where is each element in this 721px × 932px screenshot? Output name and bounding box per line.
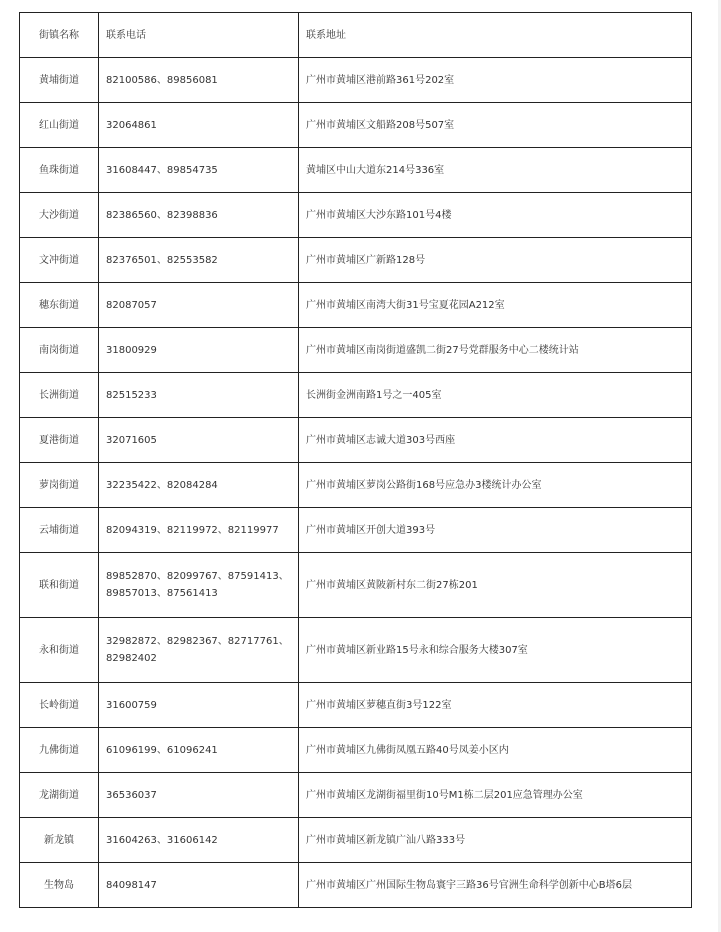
- phone-cell: 89852870、82099767、87591413、89857013、87561413: [99, 553, 299, 618]
- address-cell: 广州市黄埔区萝穗直街3号122室: [299, 683, 692, 728]
- address-cell: 黄埔区中山大道东214号336室: [299, 148, 692, 193]
- table-row: [20, 283, 692, 328]
- district-name-cell: 九佛街道: [20, 728, 99, 773]
- phone-cell: 82386560、82398836: [99, 193, 299, 238]
- phone-cell: 32064861: [99, 103, 299, 148]
- phone-cell: 32982872、82982367、82717761、82982402: [99, 618, 299, 683]
- phone-cell: 84098147: [99, 863, 299, 908]
- phone-cell: 32235422、82084284: [99, 463, 299, 508]
- district-name-cell: 文冲街道: [20, 238, 99, 283]
- address-cell: 广州市黄埔区开创大道393号: [299, 508, 692, 553]
- table-row: [20, 148, 692, 193]
- address-cell: 广州市黄埔区萝岗公路街168号应急办3楼统计办公室: [299, 463, 692, 508]
- address-cell: 广州市黄埔区南湾大街31号宝夏花园A212室: [299, 283, 692, 328]
- phone-cell: 82087057: [99, 283, 299, 328]
- district-name-cell: 夏港街道: [20, 418, 99, 463]
- table-body: [20, 13, 692, 908]
- phone-cell: 82515233: [99, 373, 299, 418]
- address-cell: 广州市黄埔区志诚大道303号西座: [299, 418, 692, 463]
- district-name-cell: 生物岛: [20, 863, 99, 908]
- contact-table: [19, 12, 692, 908]
- district-name-cell: 黄埔街道: [20, 58, 99, 103]
- district-name-cell: 穗东街道: [20, 283, 99, 328]
- header-cell-address: 联系地址: [299, 13, 692, 58]
- phone-cell: 31608447、89854735: [99, 148, 299, 193]
- address-cell: 广州市黄埔区九佛街凤凰五路40号凤姜小区内: [299, 728, 692, 773]
- phone-cell: 31600759: [99, 683, 299, 728]
- table-row: [20, 418, 692, 463]
- phone-cell: 32071605: [99, 418, 299, 463]
- table-row: [20, 818, 692, 863]
- table-row: [20, 508, 692, 553]
- address-cell: 广州市黄埔区广新路128号: [299, 238, 692, 283]
- district-name-cell: 大沙街道: [20, 193, 99, 238]
- address-cell: 广州市黄埔区黄陂新村东二街27栋201: [299, 553, 692, 618]
- table-row: [20, 463, 692, 508]
- table-row: [20, 238, 692, 283]
- district-name-cell: 新龙镇: [20, 818, 99, 863]
- district-name-cell: 长洲街道: [20, 373, 99, 418]
- table-header-row: [20, 13, 692, 58]
- table-row: [20, 103, 692, 148]
- table-row: [20, 618, 692, 683]
- phone-cell: 82100586、89856081: [99, 58, 299, 103]
- table-row: [20, 58, 692, 103]
- district-name-cell: 萝岗街道: [20, 463, 99, 508]
- district-name-cell: 鱼珠街道: [20, 148, 99, 193]
- district-name-cell: 南岗街道: [20, 328, 99, 373]
- phone-cell: 61096199、61096241: [99, 728, 299, 773]
- district-name-cell: 长岭街道: [20, 683, 99, 728]
- table-row: [20, 773, 692, 818]
- address-cell: 长洲街金洲南路1号之一405室: [299, 373, 692, 418]
- table-row: [20, 193, 692, 238]
- address-cell: 广州市黄埔区大沙东路101号4楼: [299, 193, 692, 238]
- district-name-cell: 龙湖街道: [20, 773, 99, 818]
- address-cell: 广州市黄埔区文船路208号507室: [299, 103, 692, 148]
- district-name-cell: 云埔街道: [20, 508, 99, 553]
- phone-cell: 82094319、82119972、82119977: [99, 508, 299, 553]
- phone-cell: 82376501、82553582: [99, 238, 299, 283]
- phone-cell: 31800929: [99, 328, 299, 373]
- address-cell: 广州市黄埔区龙湖街福里街10号M1栋二层201应急管理办公室: [299, 773, 692, 818]
- phone-cell: 36536037: [99, 773, 299, 818]
- address-cell: 广州市黄埔区新业路15号永和综合服务大楼307室: [299, 618, 692, 683]
- district-name-cell: 永和街道: [20, 618, 99, 683]
- table-row: [20, 728, 692, 773]
- table-row: [20, 373, 692, 418]
- address-cell: 广州市黄埔区广州国际生物岛寰宇三路36号官洲生命科学创新中心B塔6层: [299, 863, 692, 908]
- header-cell-name: 街镇名称: [20, 13, 99, 58]
- address-cell: 广州市黄埔区港前路361号202室: [299, 58, 692, 103]
- table-row: [20, 553, 692, 618]
- header-cell-phone: 联系电话: [99, 13, 299, 58]
- table-row: [20, 328, 692, 373]
- district-name-cell: 联和街道: [20, 553, 99, 618]
- table-row: [20, 683, 692, 728]
- table-row: [20, 863, 692, 908]
- address-cell: 广州市黄埔区新龙镇广汕八路333号: [299, 818, 692, 863]
- address-cell: 广州市黄埔区南岗街道盛凯二街27号党群服务中心二楼统计站: [299, 328, 692, 373]
- phone-cell: 31604263、31606142: [99, 818, 299, 863]
- district-name-cell: 红山街道: [20, 103, 99, 148]
